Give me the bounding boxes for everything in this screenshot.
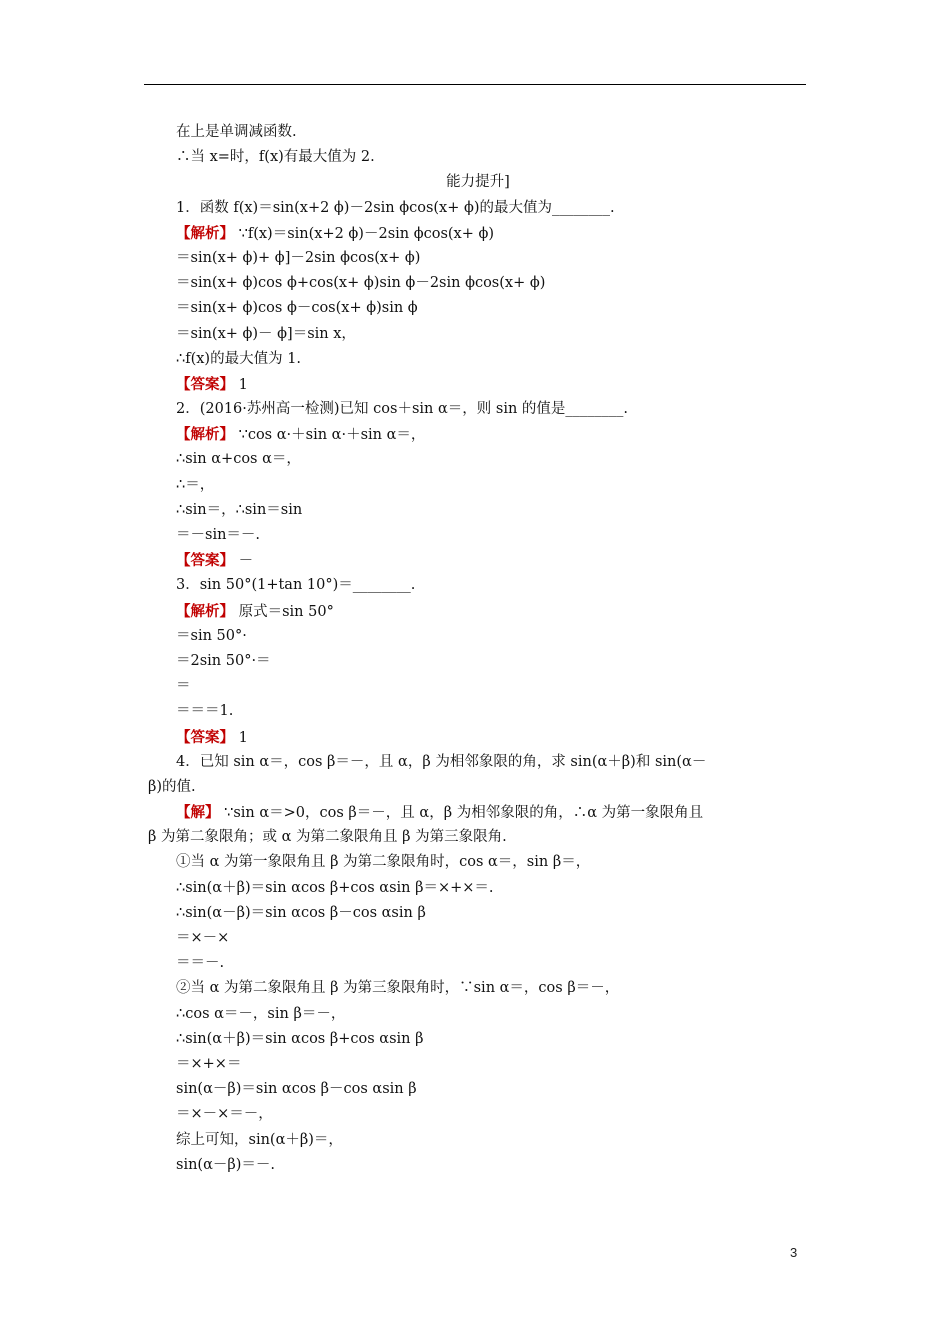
text-line [148,473,808,498]
text-line [148,498,808,523]
line-text: ＝sin(x+ ϕ)+ ϕ]－2sin ϕcos(x+ ϕ) [176,249,421,266]
text-line [148,347,808,372]
line-text: ＝×+×＝ [176,1055,242,1072]
line-text: 3．sin 50°(1+tan 10°)＝________. [176,577,416,594]
text-line [148,750,808,775]
line-text: ＝×－× [176,930,230,946]
document-body [148,120,808,1178]
line-text: ＝sin(x+ ϕ)cos ϕ－cos(x+ ϕ)sin ϕ [176,300,418,317]
line-text: ∴f(x)的最大值为 1. [176,350,302,367]
text-line [148,196,808,221]
line-text: ∴sin(α＋β)＝sin αcos β+cos αsin β [176,1030,424,1047]
text-line [148,1052,808,1077]
text-line [148,699,808,724]
text-line [148,548,808,573]
text-line [148,221,808,246]
text-line [148,674,808,699]
line-text: ∴sin(α＋β)＝sin αcos β+cos αsin β＝×+×＝. [176,879,494,896]
text-line [148,876,808,901]
line-text: sin(α－β)＝sin αcos β－cos αsin β [176,1081,417,1098]
line-text: ∴当 x=时，f(x)有最大值为 2. [176,149,375,166]
answer-tag: 【解析】 [176,602,234,620]
text-line [148,296,808,321]
line-text: 1 [234,729,248,746]
text-line [148,725,808,750]
line-text: 1．函数 f(x)＝sin(x+2 ϕ)－2sin ϕcos(x+ ϕ)的最大值为________. [176,199,615,216]
text-line [148,1077,808,1102]
text-line [148,372,808,397]
text-line [148,422,808,447]
line-text: ＝×－×＝－， [176,1106,273,1123]
line-text: ＝ [176,678,191,695]
text-line [148,624,808,649]
text-line [148,447,808,472]
text-line [148,145,808,170]
text-line [148,649,808,674]
line-text: ∴sin(α－β)＝sin αcos β－cos αsin β [176,904,426,921]
text-line [148,775,808,800]
line-text: sin(α－β)＝－. [176,1156,276,1173]
line-text: ∴sin α+cos α＝， [176,451,301,468]
text-line [148,1002,808,1027]
line-text: ∵sin α＝>0，cos β＝－，且 α，β 为相邻象限的角，∴α 为第一象限角且 [219,805,704,822]
line-text: 2．(2016·苏州高一检测)已知 cos＋sin α＝，则 sin 的值是________. [176,401,629,418]
line-text: 4．已知 sin α＝，cos β＝－，且 α，β 为相邻象限的角，求 sin(α＋β)和 sin(α－ [176,753,707,770]
line-text: ＝＝－. [176,955,225,972]
answer-tag: 【答案】 [176,728,234,746]
text-line [148,397,808,422]
text-line [148,271,808,296]
line-text: ②当 α 为第二象限角且 β 为第三象限角时，∵sin α＝，cos β＝－， [176,980,620,997]
text-line [148,800,808,825]
line-text: ∴cos α＝－，sin β＝－， [176,1005,346,1022]
line-text: ∴＝， [176,476,215,493]
text-line [148,322,808,347]
text-line [148,573,808,598]
text-line [148,976,808,1001]
line-text: ＝sin 50°· [176,627,247,644]
text-line [148,825,808,850]
line-text: ∴sin＝，∴sin＝sin [176,501,303,518]
line-text: ＝sin(x+ ϕ)cos ϕ+cos(x+ ϕ)sin ϕ－2sin ϕcos(x+ ϕ) [176,275,546,292]
text-line [148,901,808,926]
text-line [148,850,808,875]
answer-tag: 【解析】 [176,224,234,242]
answer-tag: 【解】 [176,804,220,822]
page-number: 3 [790,1245,798,1260]
text-line [148,1153,808,1178]
line-text: ＝－sin＝－. [176,527,261,543]
line-text: ∵cos α·＋sin α·＋sin α＝， [234,427,426,444]
line-text: β 为第二象限角；或 α 为第二象限角且 β 为第三象限角. [148,829,507,846]
line-text: ∵f(x)＝sin(x+2 ϕ)－2sin ϕcos(x+ ϕ) [234,225,495,242]
line-text: β)的值. [148,778,196,795]
answer-tag: 【解析】 [176,426,234,444]
text-line [148,523,808,548]
text-line [148,599,808,624]
header-rule [144,84,806,85]
text-line [148,1027,808,1052]
line-text: 原式＝sin 50° [234,603,334,620]
text-line [148,951,808,976]
line-text: － [234,553,254,570]
line-text: 1 [234,376,248,393]
text-line [148,170,808,195]
line-text: ＝sin(x+ ϕ)－ ϕ]＝sin x， [176,325,356,342]
answer-tag: 【答案】 [176,552,234,570]
answer-tag: 【答案】 [176,375,234,393]
text-line [148,1102,808,1127]
line-text: 在上是单调减函数. [176,124,297,140]
line-text: ＝2sin 50°·＝ [176,652,271,669]
text-line [148,120,808,145]
line-text: ＝＝＝1. [176,703,234,720]
text-line [148,926,808,951]
line-text: 综上可知，sin(α＋β)＝， [176,1131,343,1148]
text-line [148,1128,808,1153]
text-line [148,246,808,271]
line-text: 能力提升] [446,174,510,191]
line-text: ①当 α 为第一象限角且 β 为第二象限角时，cos α＝，sin β＝， [176,854,591,871]
